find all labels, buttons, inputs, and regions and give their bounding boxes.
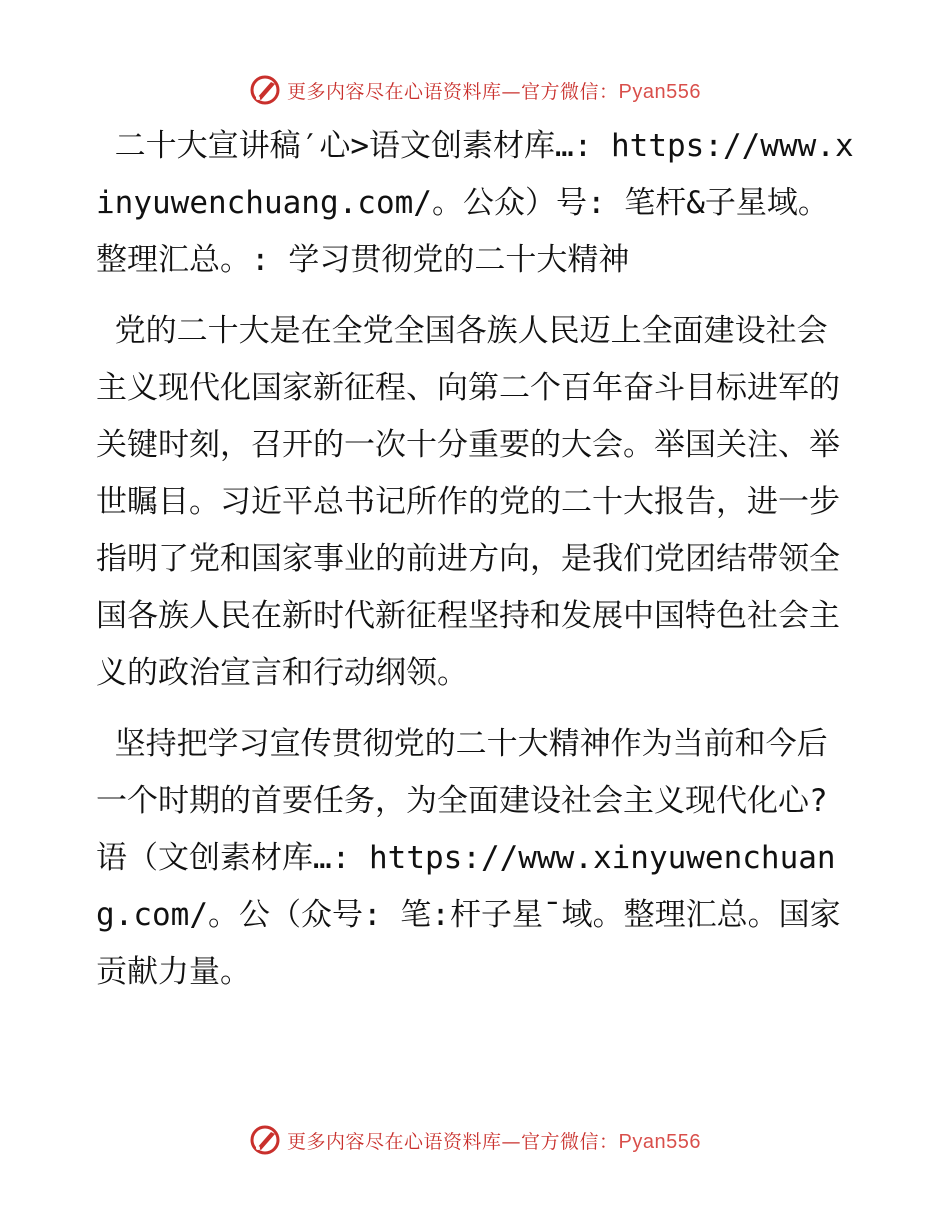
paragraph-3: 坚持把学习宣传贯彻党的二十大精神作为当前和今后一个时期的首要任务，为全面建设社会主义现代化心?语（文创素材库…: https://www.xinyuwenchuang.com/。公（众号: 笔:杆子星¯域。整理汇总。国家贡献力量。 xyxy=(96,726,841,990)
banner-main-text: 更多内容尽在心语资料库 xyxy=(287,1130,502,1153)
banner-main-text: 更多内容尽在心语资料库 xyxy=(287,80,502,103)
banner-dash: — xyxy=(501,80,522,103)
banner-wechat-id: Pyan556 xyxy=(618,1130,701,1153)
header-banner xyxy=(0,70,950,110)
banner-dash: — xyxy=(501,1130,522,1153)
banner-wechat-id: Pyan556 xyxy=(618,80,701,103)
footer-banner-inner xyxy=(249,1124,701,1156)
pen-circle-logo-icon xyxy=(249,74,281,106)
header-banner-inner xyxy=(249,74,701,106)
pen-circle-logo-icon xyxy=(249,1124,281,1156)
document-body xyxy=(96,118,856,1015)
header-banner-text xyxy=(287,77,701,104)
paragraph-2: 党的二十大是在全党全国各族人民迈上全面建设社会主义现代化国家新征程、向第二个百年奋斗目标进军的关键时刻，召开的一次十分重要的大会。举国关注、举世瞩目。习近平总书记所作的党的二十大报告，进一步指明了党和国家事业的前进方向，是我们党团结带领全国各族人民在新时代新征程坚持和发展中国特色社会主义的政治宣言和行动纲领。 xyxy=(96,313,840,691)
footer-banner-text xyxy=(287,1127,701,1154)
banner-wechat-label: 官方微信： xyxy=(521,1130,619,1153)
banner-wechat-label: 官方微信： xyxy=(521,80,619,103)
paragraph-1: 二十大宣讲稿′心>语文创素材库…: https://www.xinyuwenchuang.com/。公众）号: 笔杆&子星域。整理汇总。: 学习贯彻党的二十大精神 xyxy=(96,128,854,278)
footer-banner xyxy=(0,1120,950,1160)
